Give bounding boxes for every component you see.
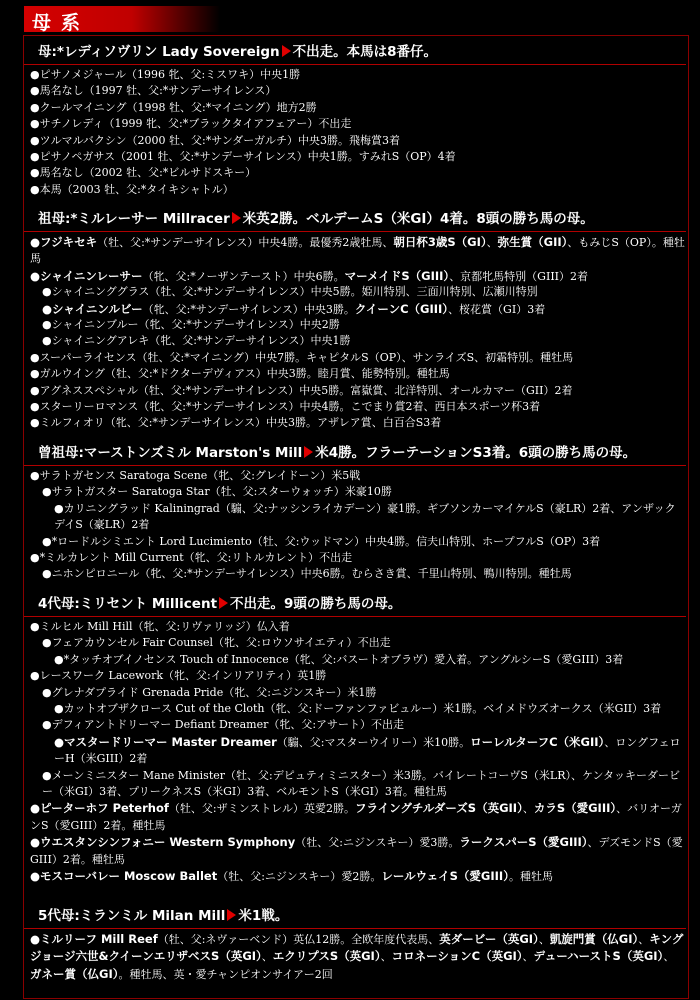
list-item: [30, 652, 685, 668]
list-item: [30, 868, 685, 884]
generation-header: [24, 40, 686, 65]
text: ●*ロードルシミエント Lord Lucimiento（牡、父:ウッドマン）中央4勝。信夫山特別、ホープフルS（OP）3着: [42, 534, 601, 548]
triangle-arrow-icon: [227, 909, 236, 921]
text: 、: [486, 236, 498, 249]
list-item: [30, 182, 685, 198]
list-item: [30, 383, 685, 399]
list-item: [30, 717, 685, 733]
text: 、: [663, 950, 675, 964]
text: 、デズモンドS（愛GIII）2着。種牡馬: [30, 836, 683, 866]
text: ●グレナダプライド Grenada Pride（牝、父:ニジンスキー）米1勝: [42, 685, 377, 699]
generation-header: [24, 904, 686, 929]
text: ●カリニングラッド Kaliningrad（騸、父:ナッシンライカデーン）豪1勝。ギブソンカーマイケルS（豪LR）2着、アンザックデイS（豪LR）2着: [54, 501, 676, 532]
highlighted-text: 弥生賞（GII）: [497, 235, 568, 249]
list-item: [30, 165, 685, 181]
list-item: [30, 685, 685, 701]
triangle-arrow-icon: [304, 446, 313, 458]
text: ●ツルマルバクシン（2000 牡、父:*サンダーガルチ）中央3勝。飛梅賞3着: [30, 133, 401, 147]
section-title: 母系: [32, 12, 91, 34]
text: ●サラトガスター Saratoga Star（牡、父:スターウォッチ）米豪10勝: [42, 485, 392, 499]
text: ●サチノレディ（1999 牝、父:*ブラックタイアフェアー）不出走: [30, 117, 352, 131]
list-item: [30, 468, 685, 484]
text: ●ピサノペガサス（2001 牡、父:*サンデーサイレンス）中央1勝。すみれS（OP）4着: [30, 149, 456, 163]
list-item: [30, 366, 685, 382]
list-item: [30, 768, 685, 801]
generation-summary: 不出走。本馬は8番仔。: [292, 44, 438, 60]
text: ●レースワーク Lacework（牝、父:インリアリティ）英1勝: [30, 669, 327, 683]
list-item: [30, 619, 685, 635]
text: ●ピサノメジャール（1996 牝、父:ミスワキ）中央1勝: [30, 68, 301, 81]
text: ●デフィアントドリーマー Defiant Dreamer（牝、父:アサート）不出走: [42, 718, 405, 732]
offspring-list: [30, 234, 685, 432]
text: ●シャイニンググラス（牡、父:*サンデーサイレンス）中央5勝。姫川特別、三面川特別、広瀬川特別: [42, 285, 538, 299]
section-title-bar: [24, 6, 220, 32]
highlighted-text: 凱旋門賞（仏GI）: [549, 932, 639, 946]
text: 、: [522, 802, 534, 816]
offspring-list: [30, 619, 685, 884]
highlighted-text: エクリプスS（英GI）: [272, 949, 381, 964]
triangle-arrow-icon: [282, 45, 291, 57]
offspring-list: [30, 468, 685, 583]
text: （牡、父:ネヴァーベンド）英仏12勝。全欧年度代表馬、: [157, 933, 440, 946]
text: 、バリオーガンS（愛GIII）2着。種牡馬: [30, 802, 682, 832]
highlighted-text: 英ダービー（英GI）: [439, 932, 539, 946]
list-item: [30, 566, 685, 582]
list-item: [30, 234, 685, 268]
list-item: [30, 67, 685, 83]
highlighted-text: ローレルターフC（米GII）: [470, 734, 605, 749]
text: ●アグネススペシャル（牡、父:*サンデーサイレンス）中央5勝。富嶽賞、北洋特別、オールカマー（GII）2着: [30, 383, 573, 397]
list-item: [30, 100, 685, 116]
list-item: [30, 268, 685, 284]
highlighted-text: 朝日杯3歳S（GI）: [393, 235, 487, 249]
highlighted-text: ●フジキセキ: [30, 235, 98, 249]
text: （騸、父:マスターウイリー）米10勝。: [276, 735, 471, 749]
text: 、ロングフェローH（米GIII）2着: [54, 735, 681, 766]
list-item: [30, 534, 685, 550]
highlighted-text: ラークスパーS（愛GIII）: [459, 835, 588, 850]
text: 。種牡馬: [508, 870, 553, 883]
highlighted-text: カラS（愛GIII）: [533, 801, 617, 816]
generation-title: 曾祖母:マーストンズミル Marston's Mill: [38, 445, 303, 461]
list-item: [30, 931, 685, 983]
text: 、: [261, 950, 273, 964]
highlighted-text: ●マスタードリーマー Master Dreamer: [54, 734, 277, 749]
highlighted-text: ●シャイニンレーサー: [30, 268, 143, 283]
generation-header: [24, 441, 686, 466]
list-item: [30, 116, 685, 132]
generation-summary: 不出走。9頭の勝ち馬の母。: [230, 596, 402, 612]
text: （牡、父:ザミンストレル）英愛2勝。: [168, 802, 355, 816]
text: （牡、父:ニジンスキー）愛2勝。: [217, 870, 382, 883]
text: ●メーンミニスター Mane Minister（牡、父:デピュティミニスター）米3勝。バイレートコーヴS（米LR）、ケンタッキーダービー（米GI）3着、プリークネスS（米GI）3着、ベルモントS（米GI）3着。種牡馬: [42, 768, 681, 798]
list-item: [30, 501, 685, 534]
offspring-list: [30, 931, 685, 983]
text: ●本馬（2003 牡、父:*タイキシャトル）: [30, 182, 234, 196]
highlighted-text: フライングチルダーズS（英GII）: [354, 801, 523, 816]
text: ●馬名なし（2002 牡、父:*ビルサドスキー）: [30, 166, 257, 180]
list-item: [30, 350, 685, 366]
list-item: [30, 333, 685, 349]
highlighted-text: マーメイドS（GIII）: [344, 268, 450, 283]
generation-summary: 米4勝。フラーテーションS3着。6頭の勝ち馬の母。: [315, 445, 637, 461]
text: ●馬名なし（1997 牡、父:*サンデーサイレンス）: [30, 84, 277, 98]
generation-title: 5代母:ミランミル Milan Mill: [38, 908, 226, 924]
list-item: [30, 668, 685, 684]
text: ●ミルヒル Mill Hill（牝、父:リヴァリッジ）仏入着: [30, 620, 290, 633]
text: ●サラトガセンス Saratoga Scene（牝、父:グレイドーン）米5戦: [30, 469, 361, 482]
list-item: [30, 701, 685, 717]
generation-title: 母:*レディソヴリン Lady Sovereign: [38, 44, 280, 60]
list-item: [30, 284, 685, 300]
list-item: [30, 484, 685, 500]
text: 、: [522, 950, 534, 964]
text: ●ガルウイング（牡、父:*ドクターデヴィアス）中央3勝。睦月賞、能勢特別。種牡馬: [30, 367, 450, 381]
highlighted-text: レールウェイS（愛GIII）: [381, 869, 509, 883]
text: （牝、父:*サンデーサイレンス）中央3勝。: [142, 302, 355, 316]
text: 、: [538, 933, 550, 946]
text: 、: [380, 950, 392, 964]
text: 、: [638, 933, 650, 946]
list-item: [30, 550, 685, 566]
text: ●*タッチオブイノセンス Touch of Innocence（牝、父:バスートオブラヴ）愛入着。アングルシーS（愛GIII）3着: [54, 652, 624, 666]
text: ●シャイニングアレキ（牝、父:*サンデーサイレンス）中央1勝: [42, 334, 351, 348]
highlighted-text: ●ミルリーフ Mill Reef: [30, 932, 158, 946]
text: ●フェアカウンセル Fair Counsel（牝、父:ロウソサイエティ）不出走: [42, 636, 391, 650]
text: ●カットオブザクロース Cut of the Cloth（牝、父:ドーファンファビュルー）米1勝。ベイメドウズオークス（米GII）3着: [54, 701, 662, 715]
highlighted-text: キングジョージ六世&クイーンエリザベスS（英GI）: [30, 932, 684, 964]
text: ●クールマイニング（1998 牡、父:*マイニング）地方2勝: [30, 100, 317, 114]
generation-title: 4代母:ミリセント Millicent: [38, 596, 218, 612]
highlighted-text: ●ピーターホフ Peterhof: [30, 801, 169, 816]
generation-summary: 米英2勝。ベルデームS（米GI）4着。8頭の勝ち馬の母。: [242, 211, 594, 227]
text: （牝、父:*ノーザンテースト）中央6勝。: [142, 269, 345, 283]
list-item: [30, 800, 685, 834]
text: 、京都牝馬特別（GIII）2着: [449, 269, 589, 283]
generation-title: 祖母:*ミルレーサー Millracer: [38, 211, 230, 227]
highlighted-text: クイーンC（GIII）: [354, 301, 449, 316]
text: （牡、父:ニジンスキー）愛3勝。: [295, 836, 460, 850]
triangle-arrow-icon: [219, 597, 228, 609]
text: ●ミルフィオリ（牝、父:*サンデーサイレンス）中央3勝。アザレア賞、白百合S3着: [30, 416, 442, 430]
list-item: [30, 133, 685, 149]
list-item: [30, 317, 685, 333]
text: 、もみじS（OP）。種牡馬: [30, 236, 685, 266]
text: ●スターリーロマンス（牝、父:*サンデーサイレンス）中央4勝。こでまり賞2着、西日本スポーツ杯3着: [30, 399, 541, 413]
list-item: [30, 635, 685, 651]
generation-header: [24, 207, 686, 232]
list-item: [30, 734, 685, 768]
highlighted-text: ●モスコーバレー Moscow Ballet: [30, 869, 218, 883]
text: ●スーパーライセンス（牡、父:*マイニング）中央7勝。キャピタルS（OP）、サンライズS、初霜特別。種牡馬: [30, 350, 574, 364]
highlighted-text: ●ウエスタンシンフォニー Western Symphony: [30, 835, 296, 850]
text: 、桜花賞（GI）3着: [448, 302, 546, 316]
generation-header: [24, 592, 686, 617]
text: ●シャイニンブルー（牝、父:*サンデーサイレンス）中央2勝: [42, 317, 340, 331]
triangle-arrow-icon: [232, 212, 241, 224]
text: （牡、父:*サンデーサイレンス）中央4勝。最優秀2歳牡馬、: [97, 236, 394, 249]
generation-summary: 米1戦。: [238, 908, 289, 924]
list-item: [30, 301, 685, 317]
highlighted-text: コロネーションC（英GI）: [391, 949, 523, 964]
text: ●ニホンピロニール（牝、父:*サンデーサイレンス）中央6勝。むらさき賞、千里山特別、鴨川特別。種牡馬: [42, 567, 572, 581]
offspring-list: [30, 67, 685, 198]
list-item: [30, 399, 685, 415]
list-item: [30, 83, 685, 99]
highlighted-text: デューハーストS（英GI）: [533, 949, 664, 964]
text: ●*ミルカレント Mill Current（牝、父:リトルカレント）不出走: [30, 550, 353, 564]
list-item: [30, 834, 685, 868]
highlighted-text: ●シャイニンルビー: [42, 301, 143, 316]
list-item: [30, 415, 685, 431]
highlighted-text: ガネー賞（仏GI）: [30, 966, 119, 981]
list-item: [30, 149, 685, 165]
text: 。種牡馬、英・愛チャンピオンサイアー2回: [118, 967, 333, 981]
